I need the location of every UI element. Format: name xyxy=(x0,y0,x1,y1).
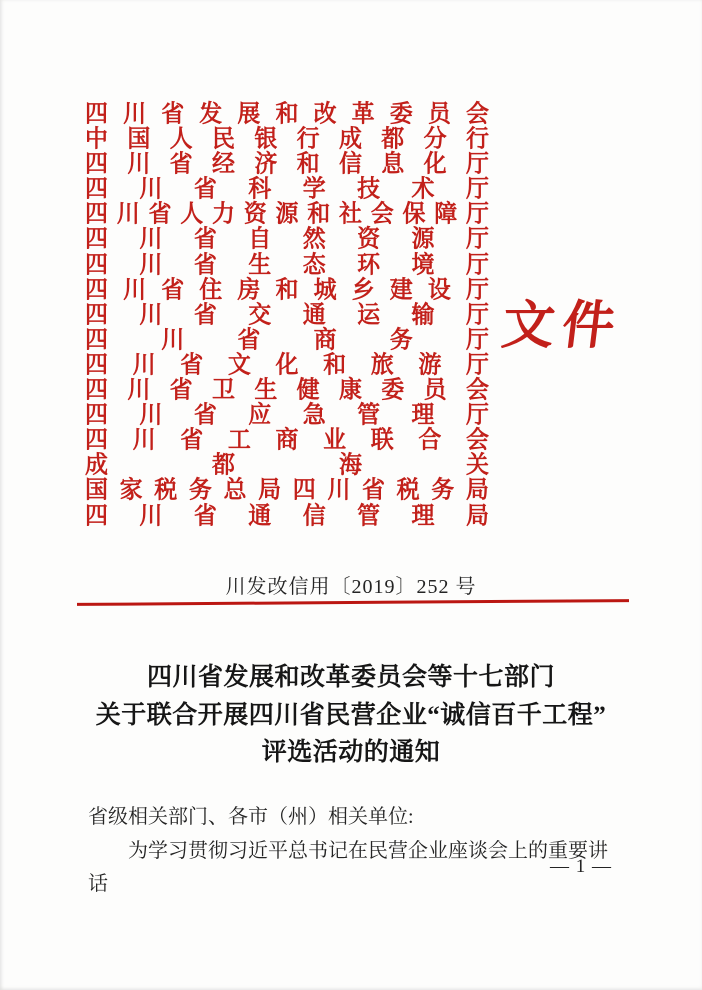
department-char: 员 xyxy=(427,100,451,127)
department-char: 省 xyxy=(180,426,204,453)
department-char: 省 xyxy=(193,301,217,328)
department-char: 都 xyxy=(381,125,405,152)
department-char: 交 xyxy=(248,301,272,328)
department-char: 务 xyxy=(389,326,413,353)
department-char: 务 xyxy=(431,476,455,503)
department-char: 中 xyxy=(85,125,108,152)
department-char: 自 xyxy=(248,225,272,252)
department-row xyxy=(85,452,489,477)
department-row xyxy=(85,176,489,201)
department-char: 四 xyxy=(85,426,108,453)
department-char: 输 xyxy=(411,301,435,328)
department-char: 厅 xyxy=(465,251,489,278)
department-char: 济 xyxy=(254,150,278,177)
department-char: 经 xyxy=(211,150,235,177)
department-row xyxy=(85,277,489,302)
department-char: 省 xyxy=(169,150,193,177)
department-char: 都 xyxy=(212,451,235,478)
department-char: 川 xyxy=(116,200,140,227)
department-char: 成 xyxy=(338,125,362,152)
department-char: 工 xyxy=(227,426,251,453)
department-char: 和 xyxy=(323,351,347,378)
department-char: 生 xyxy=(248,251,272,278)
department-char: 厅 xyxy=(465,225,489,252)
department-char: 然 xyxy=(302,225,326,252)
department-char: 省 xyxy=(237,326,261,353)
department-char: 厅 xyxy=(465,401,489,428)
department-char: 资 xyxy=(243,200,267,227)
department-row xyxy=(85,327,489,352)
department-char: 理 xyxy=(411,401,435,428)
department-char: 游 xyxy=(418,351,442,378)
department-char: 会 xyxy=(466,426,489,453)
department-char: 省 xyxy=(161,276,185,303)
department-char: 四 xyxy=(85,225,108,252)
department-char: 化 xyxy=(423,150,447,177)
department-char: 住 xyxy=(199,276,223,303)
department-char: 川 xyxy=(139,175,163,202)
department-row xyxy=(85,427,489,452)
department-char: 局 xyxy=(465,476,489,503)
department-char: 运 xyxy=(357,301,381,328)
department-char: 联 xyxy=(370,426,394,453)
department-char: 保 xyxy=(402,200,426,227)
title-line-2: 关于联合开展四川省民营企业“诚信百千工程” xyxy=(95,701,607,729)
department-char: 厅 xyxy=(465,276,489,303)
department-char: 境 xyxy=(411,251,435,278)
department-row xyxy=(85,352,489,377)
department-char: 社 xyxy=(339,200,362,227)
department-char: 术 xyxy=(411,175,435,202)
department-char: 乡 xyxy=(351,276,375,303)
department-char: 障 xyxy=(434,200,458,227)
department-char: 信 xyxy=(338,150,362,177)
department-char: 川 xyxy=(127,376,151,403)
department-row xyxy=(85,477,489,502)
department-char: 局 xyxy=(465,501,489,528)
department-char: 科 xyxy=(248,175,272,202)
department-char: 四 xyxy=(85,401,108,428)
department-char: 省 xyxy=(193,501,217,528)
department-char: 和 xyxy=(307,200,331,227)
department-char: 国 xyxy=(127,125,151,152)
department-row xyxy=(85,503,489,528)
department-char: 康 xyxy=(338,376,362,403)
department-char: 省 xyxy=(161,100,185,127)
department-char: 建 xyxy=(389,276,413,303)
department-char: 和 xyxy=(296,150,320,177)
department-char: 银 xyxy=(254,125,278,152)
department-row xyxy=(85,226,489,251)
document-body xyxy=(88,801,616,902)
department-char: 税 xyxy=(154,476,178,503)
department-char: 和 xyxy=(275,100,299,127)
department-char: 文 xyxy=(227,351,251,378)
department-row xyxy=(85,377,489,402)
department-char: 川 xyxy=(139,251,163,278)
department-char: 通 xyxy=(248,501,272,528)
department-char: 委 xyxy=(389,100,413,127)
department-char: 省 xyxy=(193,175,217,202)
department-list xyxy=(85,101,489,528)
department-char: 川 xyxy=(132,351,156,378)
department-char: 川 xyxy=(132,426,156,453)
department-char: 川 xyxy=(139,225,163,252)
department-char: 态 xyxy=(302,251,326,278)
department-char: 四 xyxy=(85,376,108,403)
department-row xyxy=(85,126,489,151)
department-char: 商 xyxy=(313,326,337,353)
department-char: 源 xyxy=(275,200,299,227)
department-char: 展 xyxy=(237,100,261,127)
department-char: 厅 xyxy=(465,150,489,177)
department-char: 分 xyxy=(423,125,447,152)
department-char: 环 xyxy=(357,251,381,278)
department-char: 力 xyxy=(212,200,235,227)
red-separator-line xyxy=(77,599,629,606)
department-char: 会 xyxy=(465,100,489,127)
department-char: 川 xyxy=(139,401,163,428)
department-char: 四 xyxy=(85,501,108,528)
department-char: 川 xyxy=(139,501,163,528)
department-char: 管 xyxy=(357,501,381,528)
document-label: 文件 xyxy=(498,298,626,355)
department-char: 四 xyxy=(292,476,316,503)
department-char: 四 xyxy=(85,200,108,227)
department-char: 四 xyxy=(85,326,108,353)
department-char: 省 xyxy=(193,251,217,278)
department-char: 商 xyxy=(275,426,299,453)
department-char: 省 xyxy=(180,351,204,378)
page-number: — 1 — xyxy=(550,856,612,877)
department-char: 川 xyxy=(123,100,147,127)
department-char: 川 xyxy=(123,276,147,303)
department-char: 成 xyxy=(85,451,108,478)
department-char: 改 xyxy=(313,100,337,127)
department-char: 资 xyxy=(357,225,381,252)
title-line-3: 评选活动的通知 xyxy=(261,739,441,766)
department-char: 川 xyxy=(161,326,185,353)
department-char: 急 xyxy=(302,401,326,428)
department-char: 厅 xyxy=(466,200,489,227)
department-char: 会 xyxy=(370,200,394,227)
doc-number: 川发改信用〔2019〕252 号 xyxy=(225,576,477,598)
department-char: 关 xyxy=(466,451,489,478)
department-char: 人 xyxy=(180,200,204,227)
department-char: 四 xyxy=(85,251,108,278)
department-char: 人 xyxy=(169,125,193,152)
department-row xyxy=(85,101,489,126)
department-char: 和 xyxy=(275,276,299,303)
department-char: 发 xyxy=(199,100,223,127)
department-char: 革 xyxy=(351,100,375,127)
body-paragraph: 为学习贯彻习近平总书记在民营企业座谈会上的重要讲话 xyxy=(88,839,608,895)
department-char: 四 xyxy=(85,301,108,328)
department-char: 信 xyxy=(302,501,326,528)
department-char: 应 xyxy=(248,401,272,428)
department-char: 总 xyxy=(223,476,247,503)
document-title xyxy=(0,659,702,772)
department-char: 员 xyxy=(423,376,447,403)
department-row xyxy=(85,201,489,226)
department-char: 四 xyxy=(85,175,108,202)
department-char: 四 xyxy=(85,100,108,127)
department-char: 局 xyxy=(258,476,282,503)
department-char: 理 xyxy=(411,501,435,528)
department-char: 行 xyxy=(465,125,489,152)
department-row xyxy=(85,151,489,176)
department-char: 厅 xyxy=(465,301,489,328)
department-char: 四 xyxy=(85,150,108,177)
department-char: 川 xyxy=(139,301,163,328)
department-char: 生 xyxy=(254,376,278,403)
department-char: 省 xyxy=(362,476,385,503)
department-char: 国 xyxy=(85,476,108,503)
department-char: 健 xyxy=(296,376,320,403)
department-row xyxy=(85,252,489,277)
department-char: 厅 xyxy=(465,175,489,202)
department-char: 四 xyxy=(85,351,108,378)
department-char: 务 xyxy=(188,476,212,503)
department-char: 省 xyxy=(193,401,217,428)
department-char: 学 xyxy=(302,175,326,202)
department-char: 税 xyxy=(396,476,420,503)
department-char: 设 xyxy=(427,276,451,303)
department-char: 合 xyxy=(418,426,442,453)
department-char: 卫 xyxy=(211,376,235,403)
department-char: 海 xyxy=(339,451,362,478)
department-char: 行 xyxy=(296,125,320,152)
salutation: 省级相关部门、各市（州）相关单位: xyxy=(88,806,414,828)
department-char: 川 xyxy=(127,150,151,177)
department-char: 业 xyxy=(323,426,347,453)
department-char: 技 xyxy=(357,175,381,202)
department-char: 房 xyxy=(237,276,261,303)
department-char: 通 xyxy=(302,301,326,328)
department-row xyxy=(85,402,489,427)
department-char: 四 xyxy=(85,276,108,303)
department-char: 川 xyxy=(327,476,351,503)
department-char: 省 xyxy=(148,200,172,227)
department-char: 化 xyxy=(275,351,299,378)
department-char: 省 xyxy=(193,225,217,252)
department-char: 城 xyxy=(313,276,337,303)
department-char: 厅 xyxy=(465,326,489,353)
department-char: 厅 xyxy=(466,351,489,378)
department-char: 息 xyxy=(381,150,405,177)
department-char: 源 xyxy=(411,225,435,252)
department-char: 旅 xyxy=(370,351,394,378)
department-char: 省 xyxy=(169,376,193,403)
department-char: 会 xyxy=(465,376,489,403)
department-char: 民 xyxy=(211,125,235,152)
department-char: 管 xyxy=(357,401,381,428)
title-line-1: 四川省发展和改革委员会等十七部门 xyxy=(146,664,555,691)
department-char: 委 xyxy=(381,376,405,403)
department-char: 家 xyxy=(119,476,143,503)
department-row xyxy=(85,302,489,327)
